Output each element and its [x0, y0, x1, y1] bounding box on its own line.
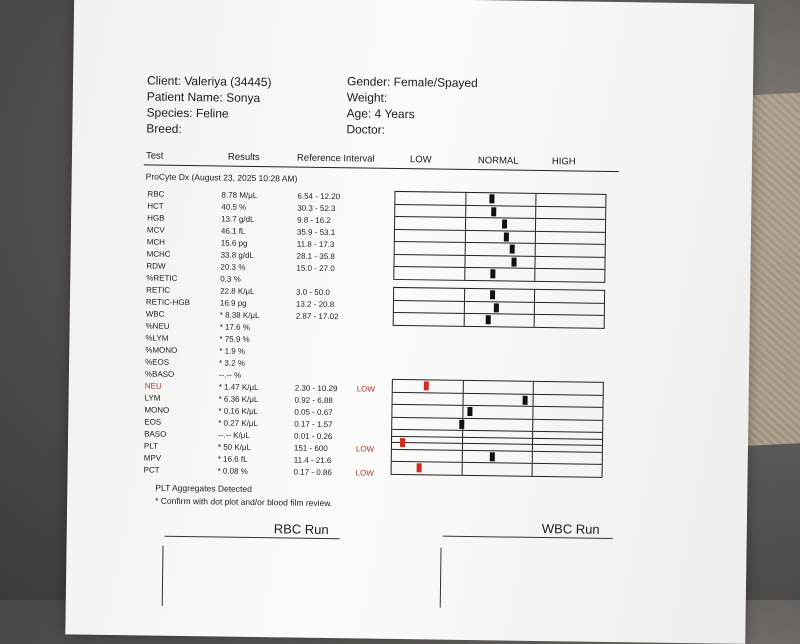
note-confirm: * Confirm with dot plot and/or blood film review. [155, 495, 333, 509]
row-result: * 6.36 K/μL [218, 394, 259, 405]
column-low: LOW [409, 154, 432, 166]
gender-field: Gender: Female/Spayed [346, 74, 478, 91]
row-reference: 0.17 - 1.57 [294, 419, 333, 430]
row-flag: LOW [355, 444, 375, 454]
row-test-name: %NEU [145, 321, 170, 331]
wbc-run-axis [440, 548, 442, 608]
row-test-name: MCHC [146, 249, 171, 259]
range-divider [534, 302, 535, 314]
row-result: 15.6 pg [220, 238, 248, 248]
range-bar-group [393, 191, 606, 282]
row-test-name: %EOS [145, 357, 170, 367]
doctor-field: Doctor: [346, 122, 386, 137]
row-reference: 0.01 - 0.26 [294, 431, 333, 442]
value-marker [490, 290, 495, 299]
range-divider [465, 205, 466, 217]
row-result: 0.3 % [220, 274, 241, 284]
row-reference: 9.8 - 16.2 [297, 215, 331, 226]
value-marker [490, 269, 495, 278]
range-divider [532, 439, 533, 451]
row-test-name: MCV [146, 225, 165, 235]
rbc-run-axis [162, 546, 164, 606]
row-test-name: %BASO [144, 369, 175, 379]
species-field: Species: Feline [146, 105, 229, 121]
value-marker [468, 407, 473, 416]
range-divider [465, 218, 466, 230]
row-result: 40.5 % [221, 202, 247, 212]
note-aggregates: PLT Aggregates Detected [155, 482, 252, 494]
weight-field: Weight: [346, 90, 388, 105]
row-test-name: RBC [147, 189, 165, 199]
row-reference: 11.4 - 21.6 [293, 455, 332, 466]
value-marker [504, 232, 509, 241]
row-test-name: PLT [143, 441, 159, 451]
value-marker [494, 303, 499, 312]
range-divider [532, 451, 533, 463]
range-divider [464, 268, 465, 280]
client-field: Client: Valeriya (34445) [146, 73, 272, 90]
column-reference: Reference Interval [296, 152, 375, 165]
row-reference: 6.54 - 12.20 [297, 191, 341, 202]
range-divider [535, 206, 536, 218]
range-divider [464, 314, 465, 326]
row-reference: 13.2 - 20.8 [295, 299, 335, 310]
range-divider [532, 419, 533, 431]
row-result: * 17.6 % [219, 322, 250, 332]
range-bars [74, 0, 754, 4]
row-test-name: WBC [145, 309, 165, 319]
row-result: * 0.16 K/μL [218, 406, 259, 417]
row-reference: 3.0 - 50.0 [296, 287, 330, 298]
row-reference: 0.17 - 0.86 [293, 467, 332, 478]
value-marker [459, 419, 464, 428]
row-reference: 15.0 - 27.0 [296, 263, 335, 274]
value-marker [502, 219, 507, 228]
row-result: * 50 K/μL [217, 442, 252, 452]
range-divider [462, 463, 463, 475]
range-divider [464, 289, 465, 301]
row-test-name: EOS [144, 417, 162, 427]
column-test: Test [145, 150, 164, 162]
range-divider [535, 219, 536, 231]
breed-field: Breed: [146, 121, 182, 136]
value-marker [489, 194, 494, 203]
row-result: * 75.9 % [219, 334, 250, 344]
column-results: Results [227, 151, 260, 164]
wbc-run-title: WBC Run [541, 521, 600, 537]
value-marker [490, 452, 495, 461]
row-test-name: MPV [143, 453, 162, 463]
row-test-name: %LYM [145, 333, 169, 343]
column-normal: NORMAL [477, 155, 519, 167]
row-test-name: PCT [143, 465, 160, 475]
row-flag: LOW [355, 468, 374, 478]
row-reference: 11.8 - 17.3 [296, 239, 335, 250]
range-divider [465, 193, 466, 205]
range-divider [535, 231, 536, 243]
range-divider [535, 244, 536, 256]
row-result: 8.78 M/μL [221, 190, 258, 201]
row-result: * 16.6 fL [217, 454, 248, 464]
row-test-name: MONO [144, 405, 170, 415]
row-test-name: HGB [147, 213, 165, 223]
range-divider [463, 381, 464, 393]
range-divider [465, 243, 466, 255]
value-marker [512, 257, 517, 266]
row-test-name: HCT [147, 201, 164, 211]
row-test-name: %MONO [145, 345, 178, 355]
range-divider [534, 315, 535, 327]
row-result: * 1.47 K/μL [218, 382, 259, 393]
row-reference: 35.9 - 53.1 [296, 227, 336, 238]
range-divider [533, 382, 534, 394]
row-result: * 8.38 K/μL [219, 310, 260, 321]
row-reference: 28.1 - 35.8 [296, 251, 335, 262]
lab-report-sheet [65, 0, 754, 644]
row-result: * 3.2 % [219, 358, 245, 368]
row-result: * 0.08 % [217, 466, 248, 476]
row-result: --.-- % [218, 370, 242, 380]
patient-field: Patient Name: Sonya [146, 89, 261, 106]
row-test-name: RETIC-HGB [145, 297, 190, 308]
range-bar-group [393, 287, 606, 328]
value-marker [486, 315, 491, 324]
row-result: 46.1 fL [220, 226, 246, 236]
rbc-run-title: RBC Run [273, 521, 329, 538]
row-flag: LOW [356, 384, 376, 394]
value-marker [522, 395, 527, 404]
range-divider [464, 301, 465, 313]
row-test-name: BASO [144, 429, 167, 439]
header-rule [144, 164, 619, 172]
range-bar-row [394, 313, 604, 327]
range-divider [464, 255, 465, 267]
row-reference: 0.05 - 0.67 [294, 407, 333, 418]
row-reference: 2.30 - 10.29 [294, 383, 338, 394]
low-value-marker [416, 463, 421, 472]
range-divider [462, 406, 463, 418]
range-divider [534, 290, 535, 302]
row-test-name: NEU [144, 381, 162, 391]
range-bar-row [392, 462, 602, 476]
row-reference: 0.92 - 6.88 [294, 395, 333, 406]
range-divider [534, 256, 535, 268]
column-high: HIGH [551, 156, 576, 168]
row-result: --.-- K/μL [218, 430, 250, 440]
row-result: 16.9 pg [219, 298, 247, 308]
age-field: Age: 4 Years [346, 106, 415, 122]
row-result: 13.7 g/dL [221, 214, 255, 224]
range-divider [532, 464, 533, 476]
range-divider [533, 394, 534, 406]
row-reference: 30.3 - 52.3 [297, 203, 336, 214]
row-result: * 1.9 % [219, 346, 246, 356]
row-result: 33.8 g/dL [220, 250, 255, 260]
low-value-marker [424, 381, 429, 390]
range-bar-row [394, 267, 604, 281]
range-divider [535, 194, 536, 206]
row-test-name: %RETIC [146, 273, 178, 283]
row-result: 20.3 % [220, 262, 246, 272]
range-divider [463, 393, 464, 405]
row-test-name: MCH [146, 237, 166, 247]
row-test-name: RETIC [146, 285, 171, 295]
row-result: 22.8 K/μL [220, 286, 255, 296]
low-value-marker [400, 438, 405, 447]
value-marker [491, 207, 496, 216]
range-divider [465, 230, 466, 242]
range-bar-group [391, 436, 604, 477]
range-divider [534, 269, 535, 281]
range-divider [532, 407, 533, 419]
range-divider [462, 438, 463, 450]
row-reference: 2.87 - 17.02 [295, 311, 339, 322]
row-test-name: RDW [146, 261, 166, 271]
row-reference: 151 - 600 [293, 443, 328, 454]
run-label: ProCyte Dx (August 23, 2025 10:28 AM) [145, 171, 298, 184]
value-marker [510, 245, 515, 254]
row-result: * 0.27 K/μL [218, 418, 259, 429]
row-test-name: LYM [144, 393, 161, 403]
range-divider [462, 450, 463, 462]
